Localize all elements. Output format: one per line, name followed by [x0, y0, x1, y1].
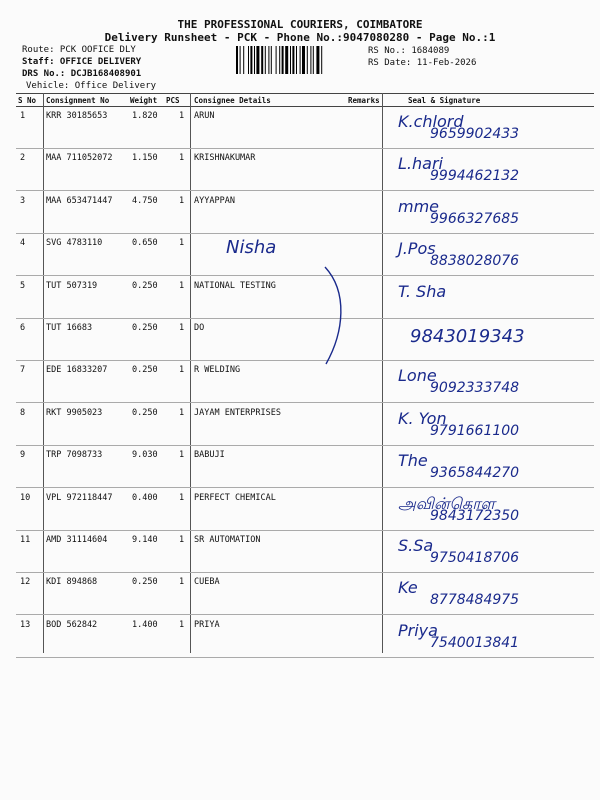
col-seal: Seal & Signature: [408, 96, 481, 105]
row-consignee: BABUJI: [194, 450, 225, 461]
row-signature-phone: 9750418706: [430, 550, 520, 566]
row-weight: 1.150: [132, 153, 158, 164]
row-pcs: 1: [179, 450, 185, 461]
row-weight: 9.030: [132, 450, 158, 461]
row-pcs: 1: [179, 323, 185, 333]
row-consignment-no: BOD 562842: [46, 619, 98, 630]
row-sno: 5: [20, 280, 26, 291]
row-signature-phone: 9843172350: [430, 507, 520, 524]
document-title: THE PROFESSIONAL COURIERS, COIMBATORE: [177, 18, 423, 31]
row-consignment-no: RKT 9905023: [46, 407, 103, 418]
row-signature: Ke: [398, 578, 418, 598]
row-pcs: 1: [179, 111, 185, 121]
row-sno: 12: [20, 577, 31, 588]
row-signature: mme: [398, 196, 440, 216]
row-consignee: PRIYA: [194, 619, 220, 630]
row-pcs: 1: [179, 619, 185, 630]
row-signature: Lone: [398, 366, 437, 386]
row-signature-phone: 9659902433: [430, 126, 520, 142]
row-weight: 0.250: [132, 323, 158, 333]
row-signature-phone: 8778484975: [430, 592, 520, 609]
row-consignee: PERFECT CHEMICAL: [194, 492, 276, 503]
row-weight: 0.250: [132, 365, 158, 376]
row-signature-phone: 9994462132: [430, 168, 520, 185]
row-pcs: 1: [179, 365, 185, 376]
staff-label: Staff: OFFICE DELIVERY: [22, 57, 142, 67]
row-pcs: 1: [179, 492, 185, 503]
rs-date: RS Date: 11-Feb-2026: [368, 58, 477, 68]
row-consignment-no: SVG 4783110: [46, 238, 103, 249]
bracket-mark: [320, 262, 350, 372]
row-consignee: SR AUTOMATION: [194, 535, 261, 545]
row-pcs: 1: [179, 407, 185, 418]
row-signature: Priya: [398, 620, 438, 640]
row-weight: 4.750: [132, 195, 158, 206]
row-consignment-no: VPL 972118447: [46, 492, 113, 503]
row-sno: 6: [20, 323, 26, 333]
rs-number: RS No.: 1684089: [368, 46, 450, 56]
row-signature: The: [398, 451, 428, 471]
barcode: [236, 46, 364, 74]
row-signature-phone: 9843019343: [410, 326, 525, 347]
row-pcs: 1: [179, 280, 185, 291]
row-weight: 0.400: [132, 492, 158, 503]
row-signature-phone: 9791661100: [430, 422, 520, 439]
row-remark-handwritten: Nisha: [226, 237, 277, 259]
col-sno: S No: [18, 96, 37, 105]
row-consignment-no: AMD 31114604: [46, 535, 108, 545]
row-weight: 0.250: [132, 577, 158, 588]
row-consignee: NATIONAL TESTING: [194, 280, 276, 291]
row-weight: 0.250: [132, 280, 158, 291]
row-sno: 7: [20, 365, 26, 376]
row-pcs: 1: [179, 195, 185, 206]
row-consignee: R WELDING: [194, 365, 241, 376]
row-signature: S.Sa: [398, 536, 434, 555]
row-sno: 1: [20, 111, 26, 121]
row-consignment-no: KRR 30185653: [46, 111, 108, 121]
vehicle-label: Vehicle: Office Delivery: [26, 81, 157, 91]
row-weight: 1.820: [132, 111, 158, 121]
row-weight: 9.140: [132, 535, 158, 545]
row-consignment-no: MAA 711052072: [46, 153, 113, 164]
row-signature-phone: 7540013841: [430, 634, 520, 651]
row-consignment-no: KDI 894868: [46, 577, 98, 588]
row-signature-phone: 9092333748: [430, 380, 520, 397]
row-consignee: DO: [194, 323, 205, 333]
row-sno: 11: [20, 535, 31, 545]
row-sno: 13: [20, 619, 31, 630]
row-sno: 2: [20, 153, 26, 164]
row-sno: 8: [20, 407, 26, 418]
row-consignment-no: EDE 16833207: [46, 365, 108, 376]
row-consignment-no: TUT 16683: [46, 323, 93, 333]
row-sno: 3: [20, 195, 26, 206]
drs-label: DRS No.: DCJB168408901: [22, 69, 142, 79]
row-signature-phone: 8838028076: [430, 253, 520, 270]
row-signature-phone: 9365844270: [430, 465, 520, 482]
col-consignment: Consignment No: [46, 96, 110, 105]
row-consignee: JAYAM ENTERPRISES: [194, 407, 281, 418]
row-pcs: 1: [179, 238, 185, 249]
row-consignment-no: TRP 7098733: [46, 450, 103, 461]
row-signature: L.hari: [398, 154, 443, 174]
row-consignment-no: MAA 653471447: [46, 195, 113, 206]
row-weight: 0.250: [132, 407, 158, 418]
col-remarks: Remarks: [348, 96, 380, 105]
row-sno: 4: [20, 238, 26, 249]
row-signature: அவின்கொள: [398, 493, 495, 513]
row-weight: 0.650: [132, 238, 158, 249]
row-signature-phone: 9966327685: [430, 210, 520, 227]
row-signature: J.Pos: [398, 239, 436, 259]
row-weight: 1.400: [132, 619, 158, 630]
route-label: Route: PCK OOFICE DLY: [22, 45, 136, 55]
row-sno: 9: [20, 450, 26, 461]
col-pcs: PCS: [166, 96, 180, 105]
row-consignment-no: TUT 507319: [46, 280, 98, 291]
table-header: [16, 93, 594, 107]
row-signature: K.chlord: [398, 112, 464, 131]
col-consignee: Consignee Details: [194, 96, 271, 105]
row-pcs: 1: [179, 577, 185, 588]
row-consignee: ARUN: [194, 111, 215, 121]
row-signature: T. Sha: [398, 281, 447, 301]
document-subtitle: Delivery Runsheet - PCK - Phone No.:9047080280 - Page No.:1: [104, 31, 496, 44]
row-pcs: 1: [179, 535, 185, 545]
row-signature: K. Yon: [398, 408, 447, 428]
row-sno: 10: [20, 492, 31, 503]
col-weight: Weight: [130, 96, 158, 105]
table-row: [16, 276, 594, 319]
row-consignee: KRISHNAKUMAR: [194, 153, 256, 164]
row-consignee: AYYAPPAN: [194, 195, 235, 206]
row-pcs: 1: [179, 153, 185, 164]
row-consignee: CUEBA: [194, 577, 220, 588]
